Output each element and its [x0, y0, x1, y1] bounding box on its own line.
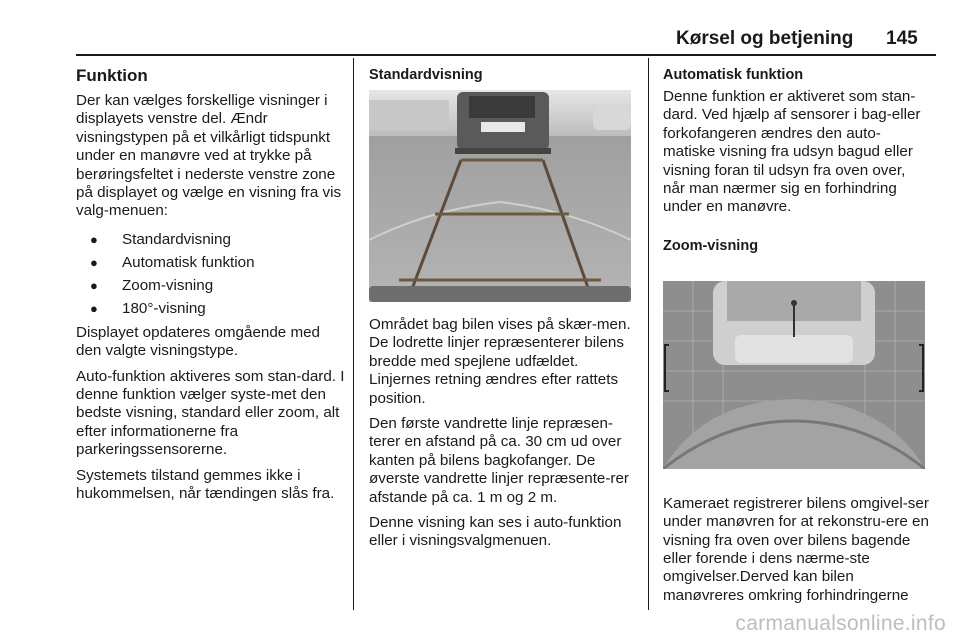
- column-1: [76, 66, 346, 511]
- section-heading-zoom-visning: Zoom-visning: [663, 237, 759, 254]
- intro-paragraph: Der kan vælges forskellige visninger i displayets venstre del. Ændr visningstypen på et vilkårligt tidspunkt under en manøvre ved at trykke på berøringsfeltet i nederste venstre zone på displayet og vælge en visning fra vis valg-menuen:: [76, 92, 342, 220]
- column-3: [663, 66, 931, 612]
- paragraph: Området bag bilen vises på skær-men. De lodrette linjer repræsenterer bilens bredde med spejlene udfældet. Linjernes retning ændres efter rattets position.: [369, 316, 631, 407]
- column-divider-1: [353, 58, 354, 610]
- paragraph: Auto-funktion aktiveres som stan-dard. I denne funktion vælger syste-met den bedste visning, standard eller zoom, alt efter informationerne fra parkeringssensorerne.: [76, 367, 345, 459]
- rear-camera-illustration: [369, 90, 631, 302]
- view-options-list: [76, 228, 346, 320]
- paragraph: Kameraet registrerer bilens omgivel-ser under manøvren for at rekonstru-ere en visning fra oven over bilens bagende eller forende i dens nærme-ste omgivelser.Derved kan bilen manøvreres omkring forhindringerne: [663, 494, 929, 604]
- paragraph: Denne funktion er aktiveret som stan-dard. Ved hjælp af sensorer i bag-eller forkofangeren ændres den auto-matiske visning fra udsyn bagud eller visning foran til udsyn fra oven over, når man nærmer sig en forhindring under en manøvre.: [663, 88, 921, 216]
- bullet-icon: ●: [90, 254, 98, 270]
- section-heading-funktion: Funktion: [76, 66, 148, 85]
- zoom-camera-illustration: [663, 281, 925, 469]
- bullet-icon: ●: [90, 300, 98, 316]
- chapter-title: Kørsel og betjening: [676, 28, 854, 49]
- list-item: ● 180°-visning: [76, 297, 346, 320]
- paragraph: Denne visning kan ses i auto-funktion eller i visningsvalgmenuen.: [369, 514, 622, 550]
- list-item: ● Zoom-visning: [76, 274, 346, 297]
- list-item: ● Standardvisning: [76, 228, 346, 251]
- list-item: ● Automatisk funktion: [76, 251, 346, 274]
- paragraph: Systemets tilstand gemmes ikke i hukommelsen, når tændingen slås fra.: [76, 466, 335, 503]
- rear-camera-image: [369, 90, 631, 302]
- column-divider-2: [648, 58, 649, 610]
- section-heading-automatisk-funktion: Automatisk funktion: [663, 67, 804, 83]
- zoom-camera-image: [663, 281, 925, 469]
- section-heading-standardvisning: Standardvisning: [369, 67, 483, 83]
- bullet-icon: ●: [90, 231, 98, 247]
- watermark: carmanualsonline.info: [735, 612, 946, 635]
- page-header: [0, 0, 960, 56]
- column-2: [369, 66, 635, 558]
- header-rule: [76, 54, 936, 56]
- paragraph: Displayet opdateres omgående med den valgte visningstype.: [76, 323, 320, 360]
- bullet-icon: ●: [90, 277, 98, 293]
- page-number: 145: [886, 28, 918, 49]
- paragraph: Den første vandrette linje repræsen-terer en afstand på ca. 30 cm ud over kanten på bilens bagkofanger. De øverste vandrette linjer repræsente-rer afstande på ca. 1 m og 2 m.: [369, 415, 629, 506]
